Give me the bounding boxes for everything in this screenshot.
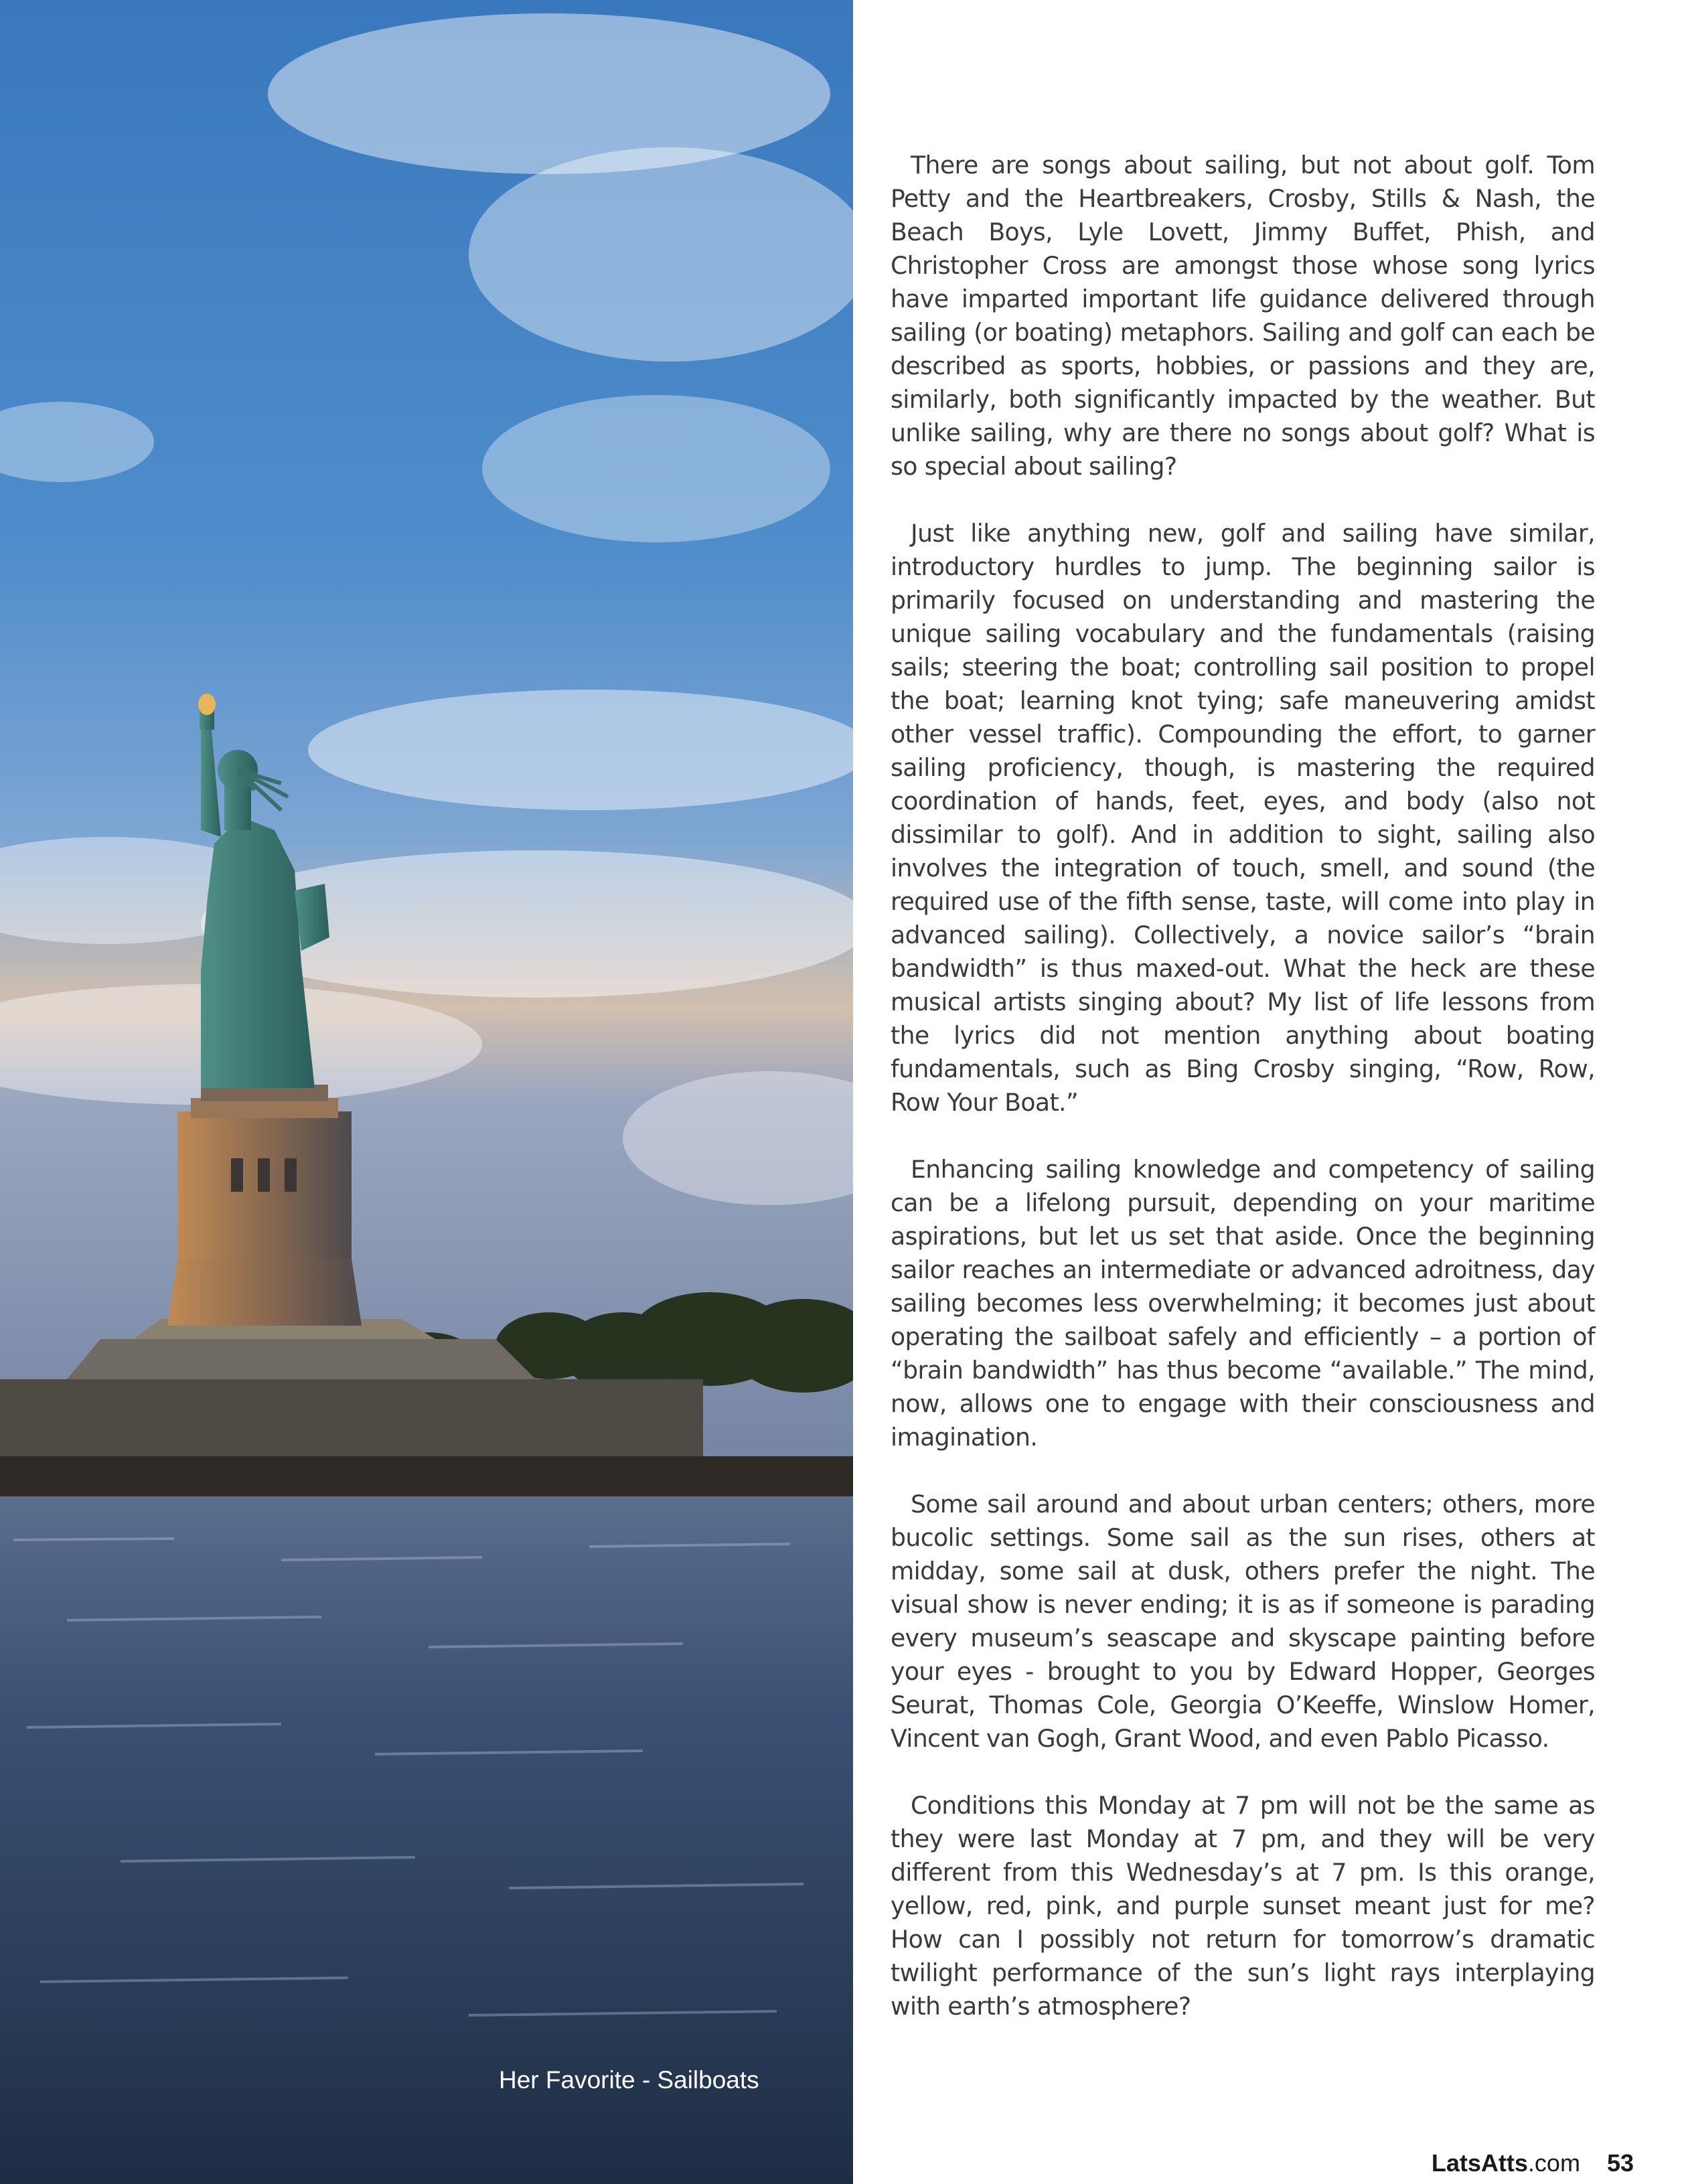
- article-paragraph: Some sail around and about urban centers; others, more bucolic settings. Some sail as the sun rises, others at midday, some sail at dusk, others prefer the night. The visual show is never ending; it is as if someone is parading every museum’s seascape and skyscape painting before your eyes - brought to you by Edward Hopper, Georges Seurat, Thomas Cole, Georgia O’Keeffe, Winslow Homer, Vincent van Gogh, Grant Wood, and even Pablo Picasso.: [891, 1490, 1595, 1753]
- torch-flame: [198, 694, 216, 715]
- site-name: LatsAtts: [1431, 2149, 1528, 2177]
- fort-wall: [0, 1379, 703, 1460]
- article-paragraph: There are songs about sailing, but not about golf. Tom Petty and the Heartbreakers, Crosby, Stills & Nash, the Beach Boys, Lyle Lovett, Jimmy Buffet, Phish, and Christopher Cross are amongst those whose song lyrics have imparted important life guidance delivered through sailing (or boating) metaphors. Sailing and golf can each be described as sports, hobbies, or passions and they are, similarly, both significantly impacted by the weather. But unlike sailing, why are there no songs about golf? What is so special about sailing?: [891, 151, 1595, 481]
- fort-top: [67, 1339, 536, 1379]
- article-paragraph: Conditions this Monday at 7 pm will not be the same as they were last Monday at 7 pm, and they will be very different from this Wednesday’s at 7 pm. Is this orange, yellow, red, pink, and purple sunset meant just for me? How can I possibly not return for tomorrow’s dramatic twilight performance of the sun’s light rays interplaying with earth’s atmosphere?: [891, 1791, 1595, 2021]
- site-domain: .com: [1527, 2149, 1580, 2177]
- article-paragraph: Enhancing sailing knowledge and competency of sailing can be a lifelong pursuit, depending on your maritime aspirations, but let us set that aside. Once the beginning sailor reaches an intermediate or advanced adroitness, day sailing becomes less overwhelming; it becomes just about operating the sailboat safely and efficiently – a portion of “brain bandwidth” has thus become “available.” The mind, now, allows one to engage with their consciousness and imagination.: [891, 1155, 1595, 1452]
- article-paragraph: Just like anything new, golf and sailing have similar, introductory hurdles to jump. The beginning sailor is primarily focused on understanding and mastering the unique sailing vocabulary and the fundamentals (raising sails; steering the boat; controlling sail position to propel the boat; learning knot tying; safe maneuvering amidst other vessel traffic). Compounding the effort, to garner sailing proficiency, though, is mastering the required coordination of hands, feet, eyes, and body (also not dissimilar to golf). And in addition to sight, sailing also involves the integration of touch, smell, and sound (the required use of the fifth sense, taste, will come into play in advanced sailing). Collectively, a novice sailor’s “brain bandwidth” is thus maxed-out. What the heck are these musical artists singing about? My list of life lessons from the lyrics did not mention anything about boating fundamentals, such as Bing Crosby singing, “Row, Row, Row Your Boat.”: [891, 519, 1595, 1117]
- article-body: [891, 149, 1595, 2057]
- shoreline: [0, 1456, 853, 1496]
- photo-caption: Her Favorite - Sailboats: [499, 2066, 759, 2094]
- pedestal-lower: [167, 1259, 362, 1326]
- page-number: 53: [1606, 2149, 1634, 2177]
- page-footer: [1432, 2149, 1634, 2177]
- pedestal-windows: [231, 1158, 297, 1192]
